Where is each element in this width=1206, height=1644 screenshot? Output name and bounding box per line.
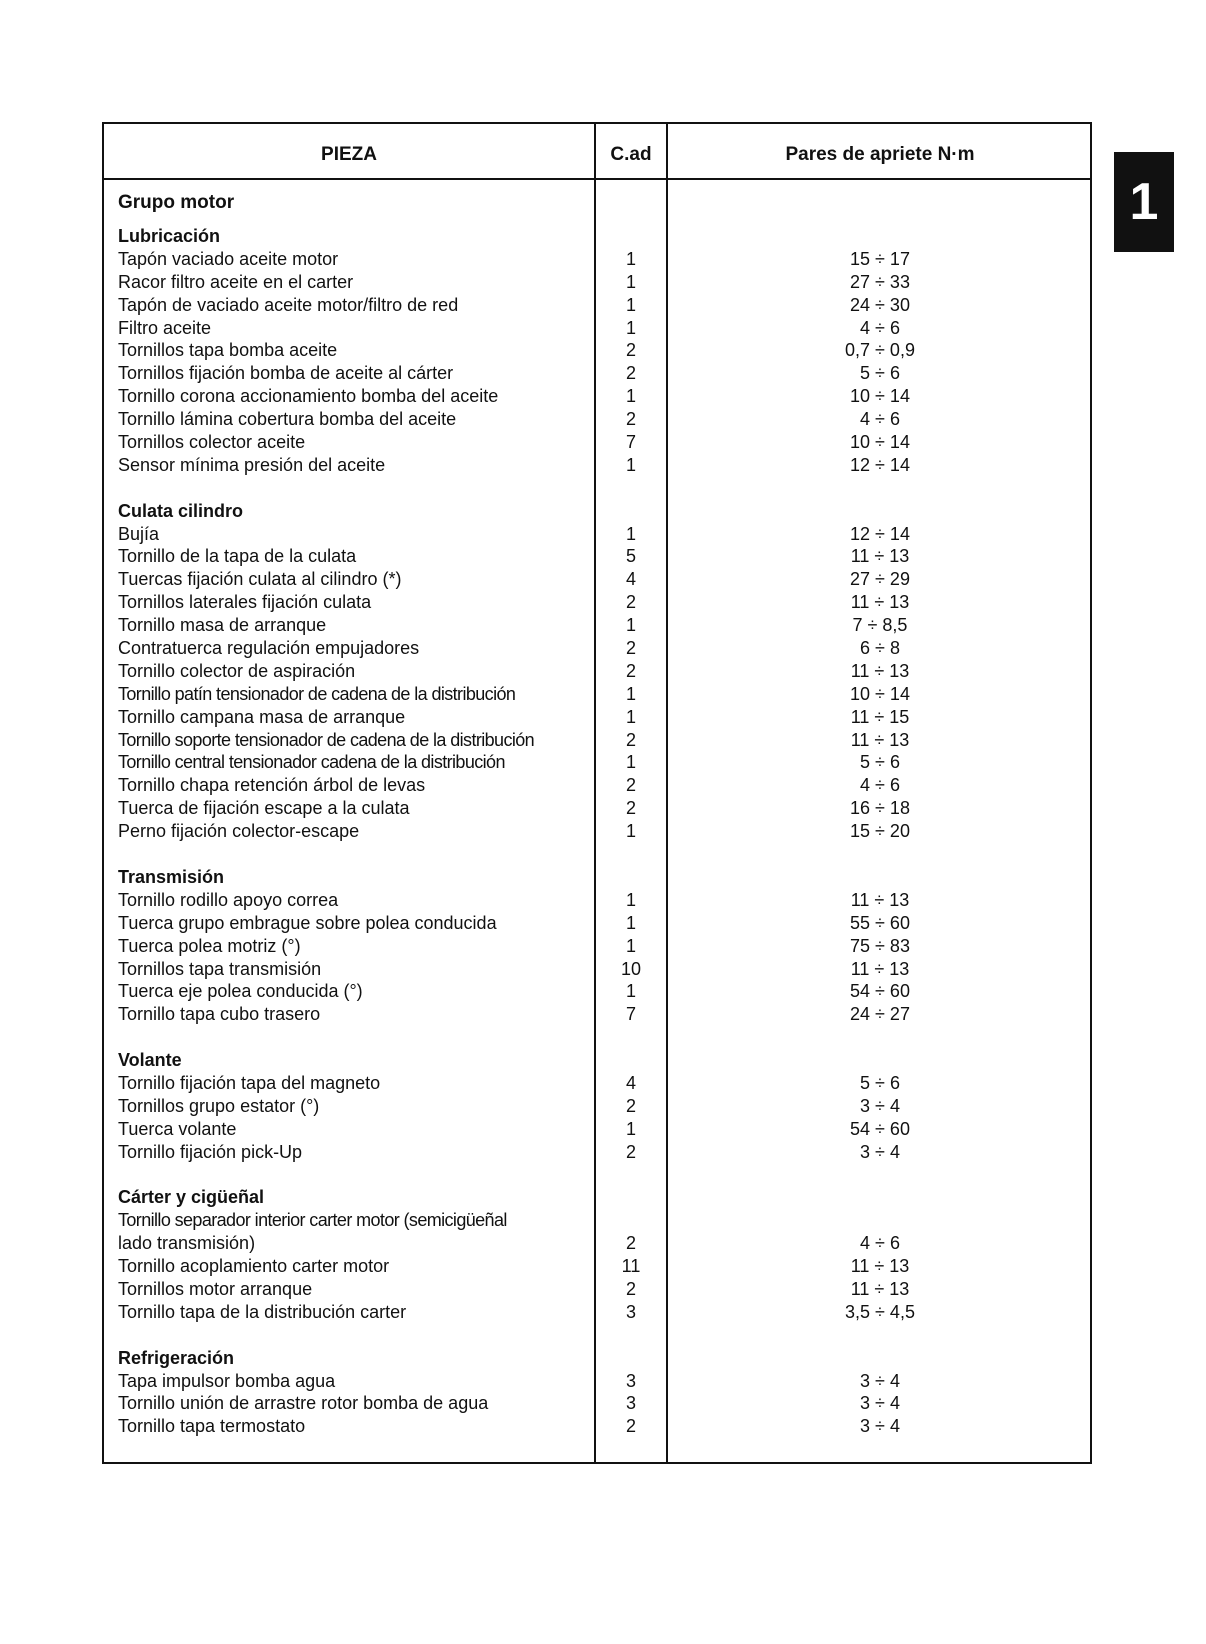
section-title: Refrigeración (118, 1347, 235, 1368)
cell-cad: 2 (625, 409, 636, 430)
cell-pieza: Tornillo patín tensionador de cadena de la distribución (118, 683, 516, 704)
cell-pieza: Tornillo colector de aspiración (118, 660, 356, 681)
spacer-row (104, 843, 1090, 866)
cell-cad: 1 (625, 683, 636, 704)
cell-pieza: Tuerca eje polea conducida (°) (118, 981, 363, 1002)
table-row (104, 545, 1090, 568)
cell-cad: 1 (625, 523, 636, 544)
table-row (104, 1232, 1090, 1255)
table-row (104, 729, 1090, 752)
spacer-row (104, 477, 1090, 500)
section-title: Cárter y cigüeñal (118, 1187, 265, 1208)
cell-cad: 1 (625, 889, 636, 910)
cell-par: 24 ÷ 30 (850, 294, 910, 315)
cell-pieza: Tornillo campana masa de arranque (118, 706, 406, 727)
table-row (104, 1301, 1090, 1324)
cell-pieza: Tornillos tapa bomba aceite (118, 340, 338, 361)
cell-par: 27 ÷ 29 (850, 569, 910, 590)
section-title-row (104, 225, 1090, 248)
table-row (104, 1095, 1090, 1118)
cell-par: 16 ÷ 18 (850, 798, 910, 819)
cell-par: 12 ÷ 14 (850, 454, 910, 475)
spacer-row (104, 1164, 1090, 1187)
cell-par: 54 ÷ 60 (850, 981, 910, 1002)
cell-cad: 11 (621, 1256, 641, 1277)
table-row (104, 1415, 1090, 1438)
cell-pieza: Tornillo tapa termostato (118, 1416, 306, 1437)
cell-cad: 1 (625, 317, 636, 338)
cell-par: 10 ÷ 14 (850, 683, 910, 704)
cell-cad: 1 (625, 386, 636, 407)
group-title: Grupo motor (118, 192, 235, 213)
cell-cad: 1 (625, 821, 636, 842)
cell-par: 11 ÷ 13 (850, 889, 910, 910)
cell-pieza: Tuercas fijación culata al cilindro (*) (118, 569, 402, 590)
cell-par: 3 ÷ 4 (860, 1141, 900, 1162)
cell-pieza: Filtro aceite (118, 317, 212, 338)
cell-cad: 1 (625, 706, 636, 727)
table-row (104, 1118, 1090, 1141)
cell-cad: 2 (625, 798, 636, 819)
cell-par: 11 ÷ 13 (850, 660, 910, 681)
cell-cad: 1 (625, 248, 636, 269)
cell-cad: 1 (625, 294, 636, 315)
spacer-row (104, 1324, 1090, 1347)
cell-par: 54 ÷ 60 (850, 1118, 910, 1139)
cell-pieza: Tornillos colector aceite (118, 432, 306, 453)
cell-pieza: Tuerca grupo embrague sobre polea conducida (118, 912, 497, 933)
table-row (104, 408, 1090, 431)
cell-pieza: Tornillo tapa de la distribución carter (118, 1301, 407, 1322)
group-title-row (104, 180, 1090, 225)
table-row (104, 1278, 1090, 1301)
table-row (104, 889, 1090, 912)
table-row (104, 660, 1090, 683)
cell-par: 6 ÷ 8 (860, 638, 900, 659)
cell-par: 5 ÷ 6 (860, 363, 900, 384)
cell-pieza: Bujía (118, 523, 160, 544)
cell-par: 3 ÷ 4 (860, 1095, 900, 1116)
table-body (104, 180, 1090, 1438)
cell-par: 3 ÷ 4 (860, 1393, 900, 1414)
cell-pieza: Tornillo fijación pick-Up (118, 1141, 303, 1162)
cell-pieza: Tornillo unión de arrastre rotor bomba de agua (118, 1393, 489, 1414)
cell-cad: 1 (625, 981, 636, 1002)
cell-cad: 2 (625, 775, 636, 796)
cell-pieza: Tornillo corona accionamiento bomba del aceite (118, 386, 499, 407)
cell-par: 15 ÷ 17 (850, 248, 910, 269)
cell-pieza: Tuerca de fijación escape a la culata (118, 798, 410, 819)
section-title: Volante (118, 1050, 182, 1071)
cell-cad: 1 (625, 454, 636, 475)
cell-par: 4 ÷ 6 (860, 1233, 900, 1254)
table-row (104, 1370, 1090, 1393)
table-header (104, 124, 1090, 180)
cell-pieza: Tornillo central tensionador cadena de la distribución (118, 752, 505, 773)
cell-pieza: Tornillo chapa retención árbol de levas (118, 775, 426, 796)
cell-par: 5 ÷ 6 (860, 1072, 900, 1093)
table-row (104, 317, 1090, 340)
cell-par: 0,7 ÷ 0,9 (845, 340, 915, 361)
cell-cad: 2 (625, 638, 636, 659)
cell-pieza: Tornillo lámina cobertura bomba del aceite (118, 409, 457, 430)
cell-par: 10 ÷ 14 (850, 386, 910, 407)
cell-cad: 2 (625, 729, 636, 750)
cell-pieza: Sensor mínima presión del aceite (118, 454, 386, 475)
section-title-row (104, 866, 1090, 889)
cell-cad: 1 (625, 912, 636, 933)
section-title-row (104, 1347, 1090, 1370)
cell-pieza: Tornillo masa de arranque (118, 615, 327, 636)
table-row (104, 980, 1090, 1003)
cell-cad: 10 (620, 958, 642, 979)
table-row (104, 774, 1090, 797)
table-row (104, 706, 1090, 729)
section-tab: 1 (1114, 152, 1174, 252)
cell-par: 75 ÷ 83 (850, 935, 910, 956)
table-row (104, 958, 1090, 981)
table-row (104, 1255, 1090, 1278)
cell-pieza: Tornillos grupo estator (°) (118, 1095, 320, 1116)
cell-par: 27 ÷ 33 (850, 271, 910, 292)
cell-pieza: Tornillo fijación tapa del magneto (118, 1072, 381, 1093)
cell-cad: 2 (625, 1416, 636, 1437)
cell-par: 11 ÷ 13 (850, 1256, 910, 1277)
cell-cad: 4 (625, 1072, 636, 1093)
cell-cad: 3 (625, 1393, 636, 1414)
header-pares: Pares de apriete N·m (785, 144, 975, 165)
table-row (104, 1072, 1090, 1095)
cell-pieza: Tapón vaciado aceite motor (118, 248, 339, 269)
table-row (104, 1392, 1090, 1415)
cell-pieza: Tornillo separador interior carter motor (semicigüeñal (118, 1210, 507, 1231)
cell-par: 10 ÷ 14 (850, 432, 910, 453)
table-row (104, 912, 1090, 935)
section-title: Culata cilindro (118, 500, 244, 521)
cell-cad: 1 (625, 935, 636, 956)
cell-pieza: Tornillos motor arranque (118, 1278, 313, 1299)
header-pieza: PIEZA (321, 144, 377, 165)
section-title: Lubricación (118, 226, 221, 246)
cell-par: 24 ÷ 27 (850, 1004, 910, 1025)
cell-cad: 3 (625, 1301, 636, 1322)
header-cad: C.ad (610, 144, 652, 165)
cell-cad: 2 (625, 1095, 636, 1116)
cell-pieza: Tapa impulsor bomba agua (118, 1370, 336, 1391)
cell-par: 4 ÷ 6 (860, 775, 900, 796)
cell-cad: 5 (625, 546, 636, 567)
spacer-row (104, 1026, 1090, 1049)
cell-pieza: Tornillos laterales fijación culata (118, 592, 372, 613)
cell-par: 15 ÷ 20 (850, 821, 910, 842)
table-row (104, 523, 1090, 546)
table-row (104, 339, 1090, 362)
cell-cad: 7 (625, 432, 636, 453)
cell-cad: 2 (625, 1141, 636, 1162)
cell-pieza: Racor filtro aceite en el carter (118, 271, 354, 292)
cell-cad: 7 (625, 1004, 636, 1025)
table-row (104, 294, 1090, 317)
table-row (104, 751, 1090, 774)
cell-pieza: Tornillos tapa transmisión (118, 958, 322, 979)
cell-par: 12 ÷ 14 (850, 523, 910, 544)
cell-cad: 2 (625, 363, 636, 384)
cell-pieza: Tornillo tapa cubo trasero (118, 1004, 321, 1025)
cell-pieza: Tornillo acoplamiento carter motor (118, 1256, 390, 1277)
table-row (104, 454, 1090, 477)
cell-cad: 2 (625, 340, 636, 361)
cell-par: 3 ÷ 4 (860, 1370, 900, 1391)
section-title: Transmisión (118, 866, 225, 887)
cell-par: 11 ÷ 13 (850, 958, 910, 979)
table-row (104, 683, 1090, 706)
cell-par: 55 ÷ 60 (850, 912, 910, 933)
cell-par: 11 ÷ 13 (850, 729, 910, 750)
cell-cad: 1 (625, 1118, 636, 1139)
cell-pieza: Tornillo rodillo apoyo correa (118, 889, 339, 910)
cell-par: 11 ÷ 13 (850, 592, 910, 613)
cell-pieza: Tapón de vaciado aceite motor/filtro de red (118, 294, 459, 315)
table-row (104, 431, 1090, 454)
table-row (104, 637, 1090, 660)
cell-cad: 4 (625, 569, 636, 590)
table-row (104, 385, 1090, 408)
table-row (104, 591, 1090, 614)
cell-pieza: Contratuerca regulación empujadores (118, 638, 420, 659)
cell-par: 11 ÷ 15 (850, 706, 910, 727)
cell-pieza: lado transmisión) (118, 1233, 256, 1254)
cell-cad: 2 (625, 592, 636, 613)
cell-cad: 1 (625, 752, 636, 773)
table-row (104, 568, 1090, 591)
cell-cad: 2 (625, 660, 636, 681)
cell-par: 11 ÷ 13 (850, 546, 910, 567)
torque-table (102, 122, 1092, 1464)
table-row (104, 797, 1090, 820)
table-row (104, 248, 1090, 271)
cell-par: 4 ÷ 6 (860, 317, 900, 338)
cell-pieza: Tuerca polea motriz (°) (118, 935, 301, 956)
table-row (104, 935, 1090, 958)
cell-par: 7 ÷ 8,5 (852, 615, 908, 636)
cell-par: 5 ÷ 6 (860, 752, 900, 773)
cell-par: 3,5 ÷ 4,5 (845, 1301, 915, 1322)
cell-par: 4 ÷ 6 (860, 409, 900, 430)
cell-pieza: Perno fijación colector-escape (118, 821, 360, 842)
section-title-row (104, 1049, 1090, 1072)
cell-pieza: Tornillo soporte tensionador de cadena de la distribución (118, 729, 535, 750)
cell-pieza: Tornillo de la tapa de la culata (118, 546, 357, 567)
table-row (104, 271, 1090, 294)
table-row (104, 362, 1090, 385)
cell-par: 11 ÷ 13 (850, 1278, 910, 1299)
cell-cad: 2 (625, 1233, 636, 1254)
cell-pieza: Tuerca volante (118, 1118, 237, 1139)
table-row (104, 1209, 1090, 1232)
cell-cad: 1 (625, 615, 636, 636)
cell-pieza: Tornillos fijación bomba de aceite al cárter (118, 363, 454, 384)
table-row (104, 820, 1090, 843)
table-row (104, 1141, 1090, 1164)
cell-cad: 1 (625, 271, 636, 292)
cell-cad: 2 (625, 1278, 636, 1299)
cell-par: 3 ÷ 4 (860, 1416, 900, 1437)
cell-cad: 3 (625, 1370, 636, 1391)
table-row (104, 1003, 1090, 1026)
section-title-row (104, 1186, 1090, 1209)
table-row (104, 614, 1090, 637)
section-title-row (104, 500, 1090, 523)
